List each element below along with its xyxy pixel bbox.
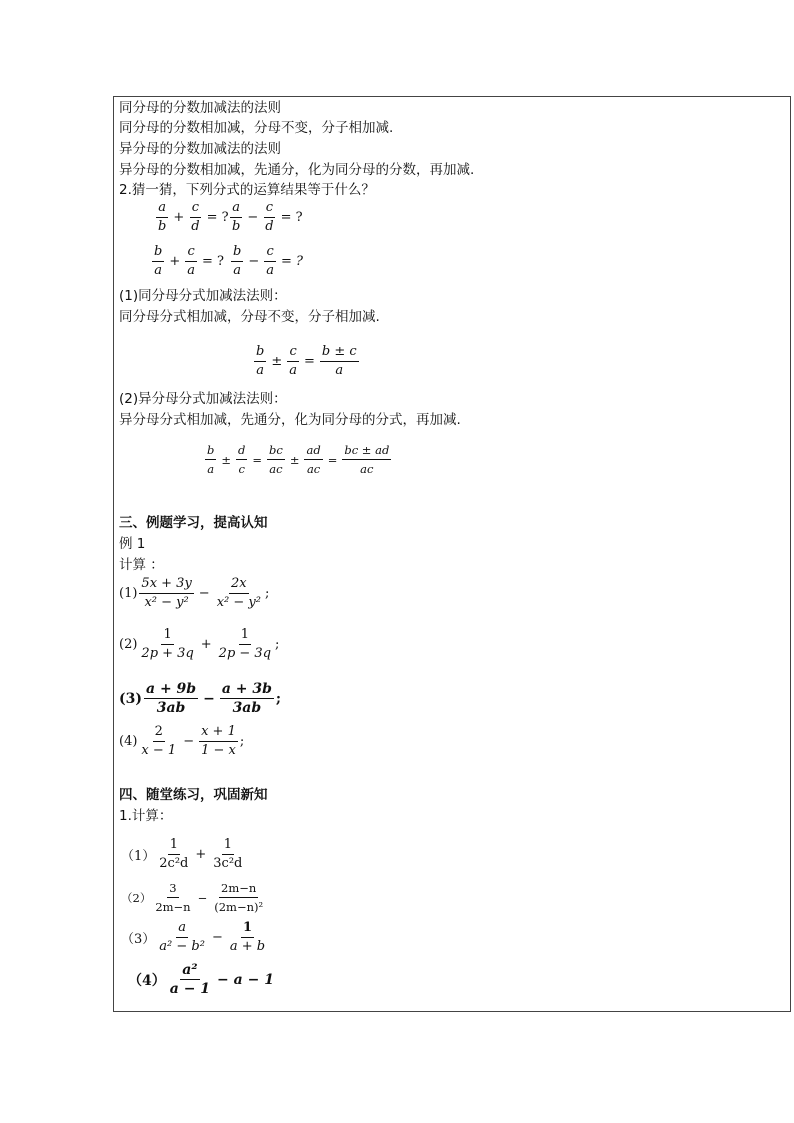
operator: −	[197, 890, 208, 905]
terminator: ;	[275, 637, 280, 652]
denominator: b	[232, 219, 241, 234]
denominator: a	[233, 263, 242, 278]
rule-formula-same-denominator	[252, 344, 361, 379]
operator: − a − 1	[217, 971, 274, 988]
numerator: a + 9b	[146, 681, 197, 697]
equals: =	[252, 452, 263, 467]
practice-4	[128, 962, 277, 997]
denominator: 1 − x	[201, 743, 236, 758]
denominator: b	[158, 219, 167, 234]
terminator: ;	[275, 690, 282, 707]
practice-3	[121, 920, 269, 955]
equals: =	[327, 452, 338, 467]
equals: =	[304, 354, 315, 369]
numerator: a	[156, 200, 168, 218]
numerator: a²	[182, 962, 198, 978]
rule-formula-different-denominator	[203, 442, 393, 477]
numerator: 1	[168, 837, 180, 855]
item-label: (3)	[119, 690, 142, 707]
guess-formula-2	[228, 200, 306, 235]
denominator: ac	[306, 462, 321, 476]
numerator: c	[287, 344, 298, 362]
operator: −	[203, 690, 215, 707]
denominator: 3ab	[232, 700, 262, 716]
denominator: 2p + 3q	[141, 646, 194, 661]
numerator: 1	[239, 627, 251, 645]
example-2	[119, 627, 279, 662]
numerator: 1	[161, 627, 173, 645]
text-line: 异分母分式相加减，先通分，化为同分母的分式，再加减.	[119, 412, 461, 428]
numerator: 5x + 3y	[139, 576, 193, 594]
item-label: (2)	[119, 637, 138, 652]
guess-formula-3	[150, 244, 227, 279]
operator: ±	[221, 452, 232, 467]
guess-formula-1	[154, 200, 232, 235]
denominator: x − 1	[141, 743, 177, 758]
denominator: ac	[360, 462, 374, 476]
text-line: (1)同分母分式加减法法则：	[119, 288, 287, 304]
numerator: c	[264, 200, 275, 218]
example-label: 例 1	[119, 536, 146, 552]
text-line: 2.猜一猜，下列分式的运算结果等于什么？	[119, 182, 375, 198]
denominator: 2p − 3q	[218, 646, 272, 661]
item-label: （1）	[121, 849, 156, 864]
numerator: a	[230, 200, 242, 218]
denominator: a	[266, 263, 274, 278]
numerator: 1	[222, 837, 234, 855]
numerator: d	[236, 442, 247, 460]
numerator: 2m−n	[219, 880, 258, 898]
operator: −	[248, 254, 260, 269]
numerator: b	[231, 244, 243, 262]
operator: −	[247, 210, 259, 225]
equals: = ?	[206, 210, 229, 225]
denominator: c	[238, 462, 245, 476]
operator: ±	[289, 452, 300, 467]
numerator: b ± c	[320, 344, 359, 362]
text-line: 同分母分式相加减，分母不变，分子相加减.	[119, 309, 380, 325]
numerator: 2x	[229, 576, 249, 594]
denominator: a	[154, 263, 163, 278]
terminator: ;	[239, 734, 245, 749]
operator: −	[183, 734, 195, 749]
example-4	[119, 724, 244, 759]
denominator: (2m−n)²	[214, 900, 264, 914]
text-line: 同分母的分数相加减，分母不变，分子相加减.	[119, 120, 394, 136]
section-heading-3: 三、例题学习，提高认知	[119, 515, 268, 531]
numerator: bc ± ad	[342, 442, 391, 460]
text-line: 同分母的分数加减法的法则	[119, 100, 281, 116]
denominator: ac	[269, 462, 283, 476]
item-label: （4）	[128, 972, 166, 989]
numerator: a + 3b	[221, 681, 272, 697]
operator: +	[195, 847, 207, 862]
numerator: 1	[241, 920, 254, 938]
numerator: bc	[267, 442, 285, 460]
operator: +	[169, 254, 181, 269]
denominator: 2m−n	[155, 900, 191, 914]
denominator: a	[256, 363, 265, 378]
operator: +	[200, 637, 212, 652]
denominator: 3ab	[156, 700, 186, 716]
denominator: a² − b²	[159, 939, 205, 954]
guess-formula-4	[229, 244, 306, 279]
numerator: c	[185, 244, 196, 262]
item-label: (1)	[119, 586, 138, 601]
operator: −	[198, 586, 210, 601]
operator: ±	[271, 354, 283, 369]
operator: +	[173, 210, 185, 225]
calc-label: 计算 ：	[119, 557, 164, 573]
numerator: 3	[167, 880, 178, 898]
numerator: c	[264, 244, 275, 262]
denominator: 3c²d	[213, 856, 243, 871]
example-3	[119, 681, 281, 716]
denominator: a	[187, 263, 195, 278]
numerator: b	[205, 442, 216, 460]
denominator: d	[265, 219, 274, 234]
numerator: a	[176, 920, 188, 938]
text-line: 异分母的分数加减法的法则	[119, 141, 281, 157]
denominator: a − 1	[169, 981, 211, 997]
numerator: b	[152, 244, 164, 262]
denominator: x² − y²	[144, 595, 189, 610]
denominator: d	[191, 219, 200, 234]
denominator: x² − y²	[216, 595, 261, 610]
operator: −	[211, 930, 223, 945]
terminator: ;	[264, 586, 270, 601]
denominator: a	[289, 363, 297, 378]
item-label: (4)	[119, 734, 138, 749]
item-label: （2）	[121, 890, 152, 905]
section-heading-4: 四、随堂练习，巩固新知	[119, 787, 268, 803]
numerator: x + 1	[199, 724, 238, 742]
numerator: ad	[304, 442, 322, 460]
equals: = ?	[281, 254, 303, 269]
numerator: 2	[153, 724, 165, 742]
numerator: c	[190, 200, 201, 218]
item-label: （3）	[121, 932, 156, 947]
equals: = ?	[202, 254, 224, 269]
denominator: a	[335, 363, 344, 378]
practice-label: 1.计算：	[119, 808, 173, 824]
denominator: 2c²d	[159, 856, 189, 871]
practice-1	[121, 837, 246, 872]
text-line: (2)异分母分式加减法法则：	[119, 391, 287, 407]
practice-2	[121, 880, 267, 915]
text-line: 异分母的分数相加减，先通分，化为同分母的分数，再加减.	[119, 162, 475, 178]
equals: = ?	[280, 210, 303, 225]
denominator: a + b	[229, 939, 266, 954]
example-1	[119, 576, 269, 611]
numerator: b	[254, 344, 266, 362]
denominator: a	[207, 462, 215, 476]
